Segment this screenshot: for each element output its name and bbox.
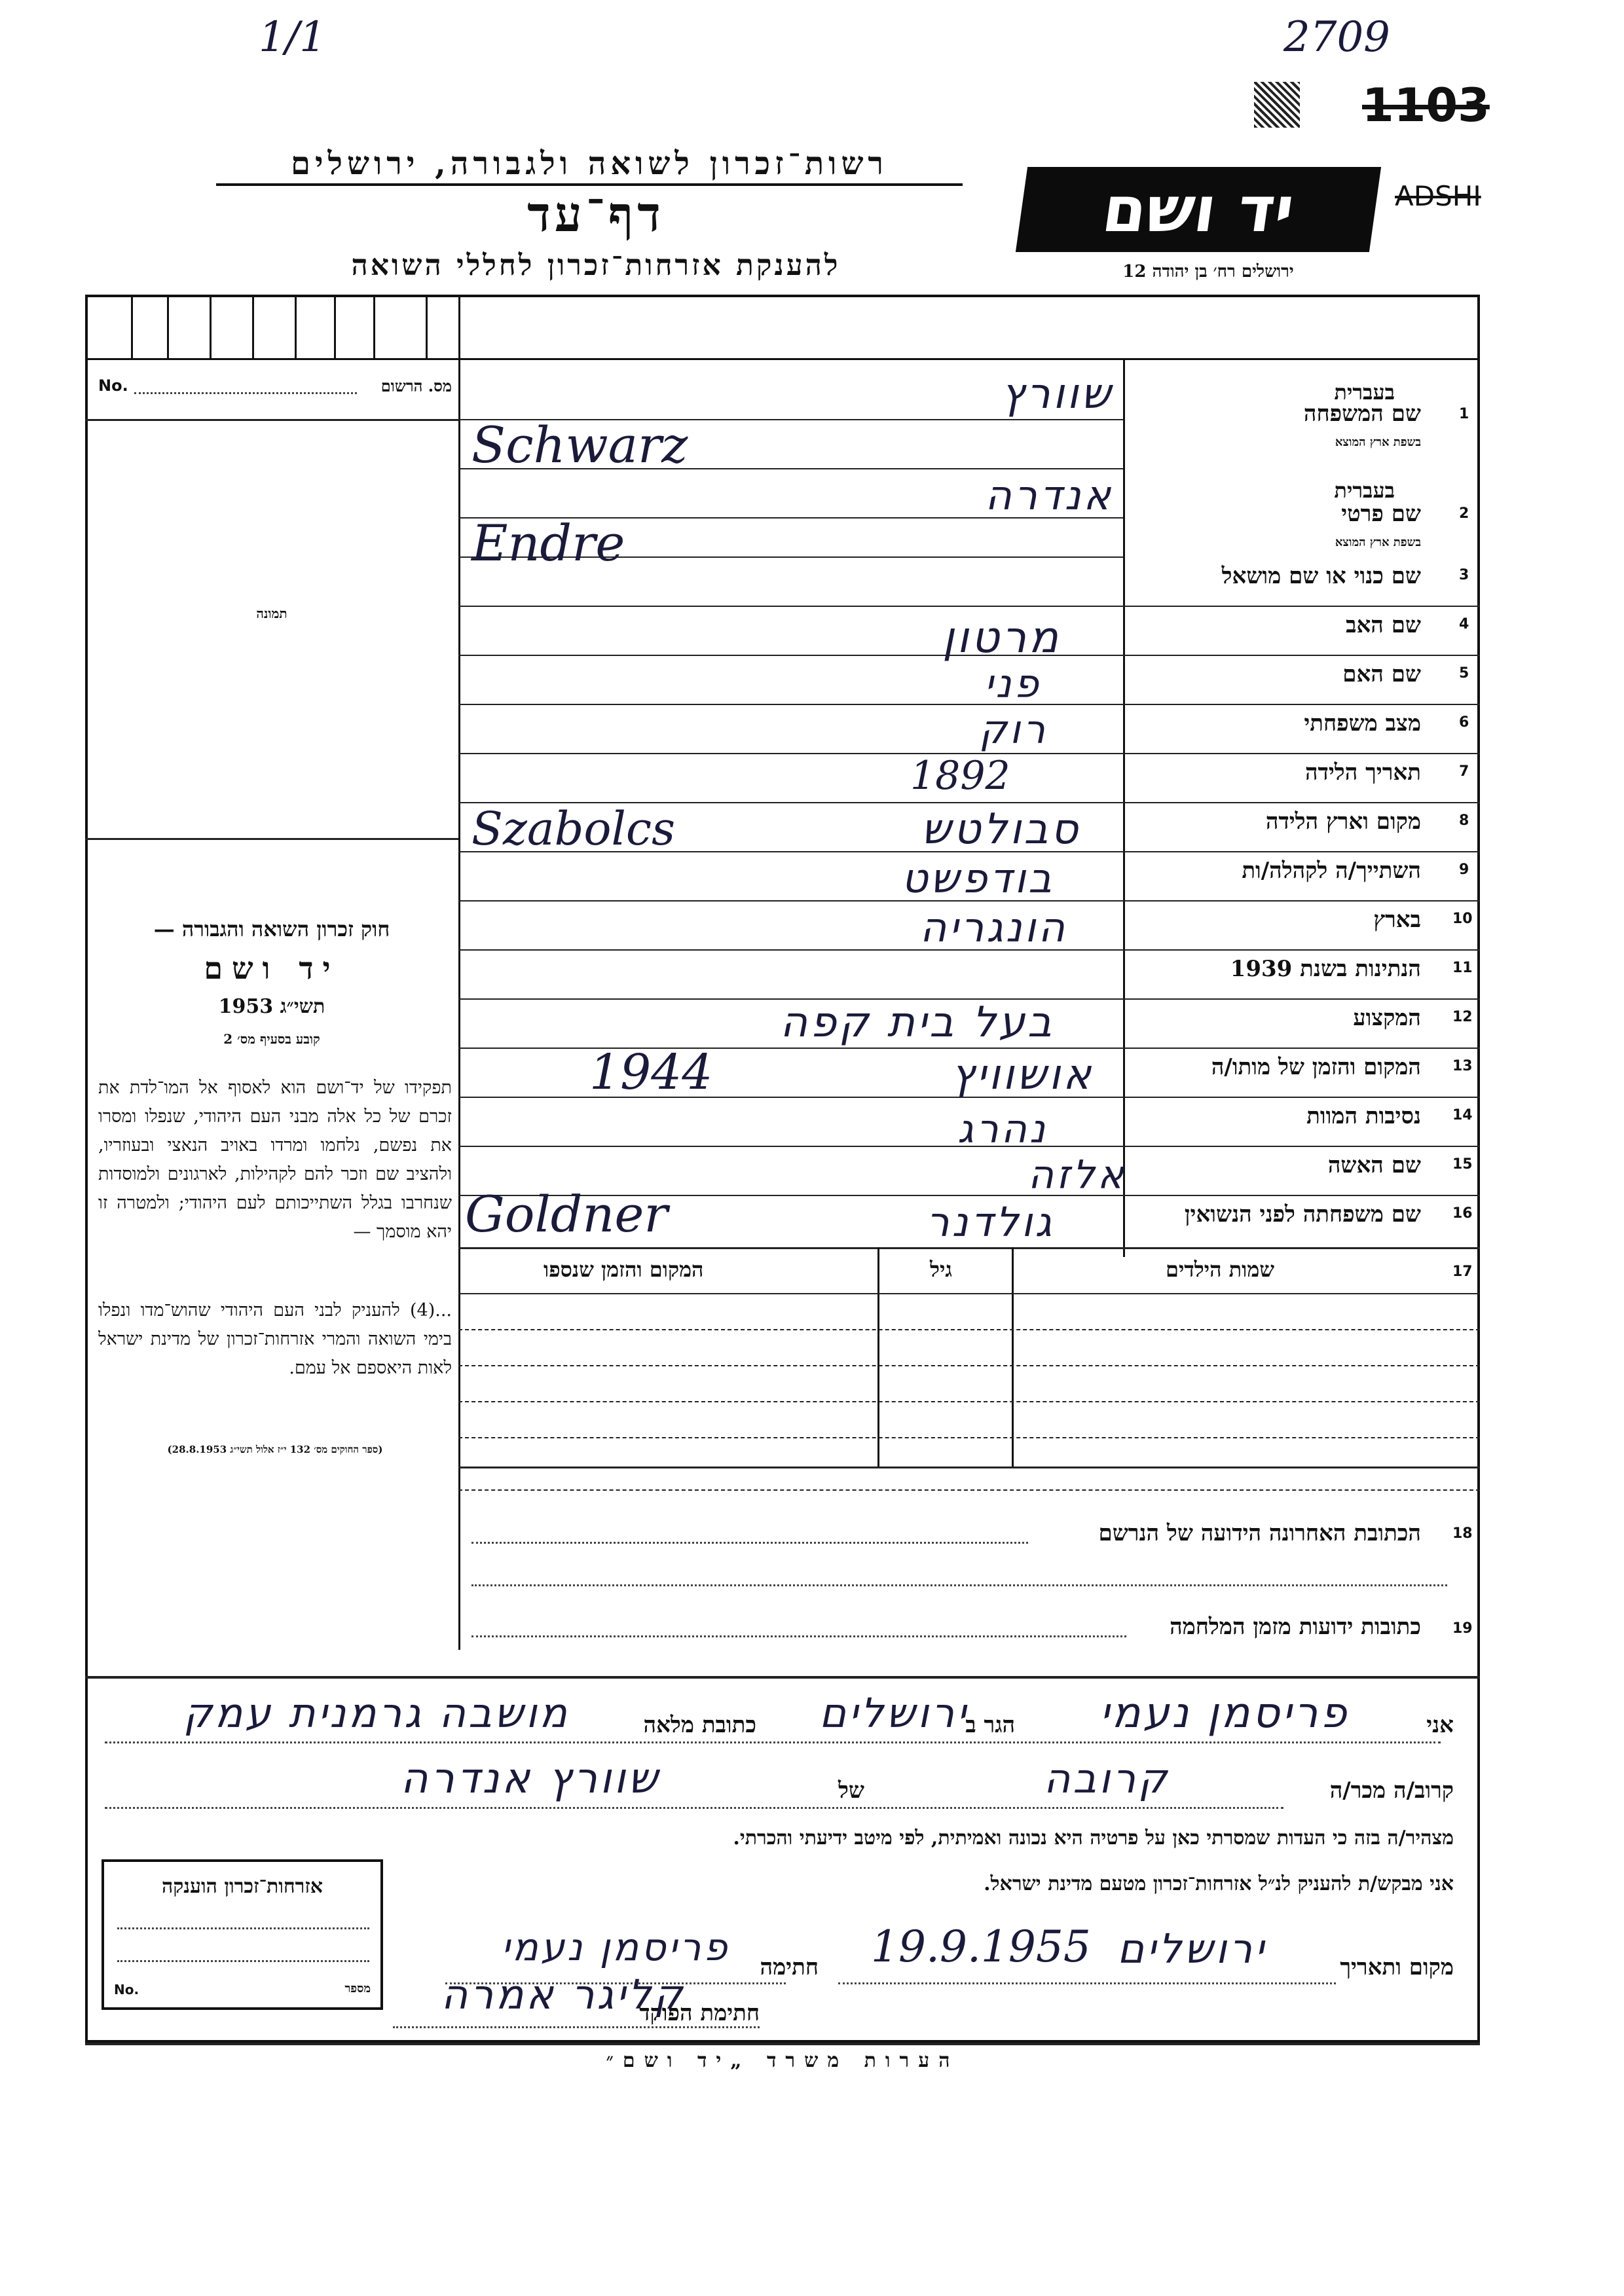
law-name: יד ושם [204,951,340,986]
f2-value-he: אנדרה [985,471,1113,519]
decl-address-value: מושבה גרמנית עמק [183,1689,570,1737]
decl-of-label: של [838,1777,864,1804]
f2-number: 2 [1459,505,1469,522]
reg-no-label: מס. הרשום [380,376,452,395]
f14-label: נסיבות המוות [1306,1103,1421,1129]
office-notes: הערות משרד „יד ושם״ [606,2049,959,2072]
photo-label: תמונה [256,606,287,621]
f15-value: אלזה [1027,1152,1126,1198]
f10-number: 10 [1452,911,1473,927]
f9-value: בודפשט [901,854,1054,902]
f10-label: בארץ [1373,907,1421,933]
f11-number: 11 [1452,960,1473,976]
f6-number: 6 [1459,714,1469,731]
stamp-mark [1254,82,1300,128]
children-col-names: שמות הילדים [1166,1257,1274,1282]
f15-label: שם האשה [1327,1152,1421,1178]
f9-label: השתייך/ה לקהלה/ות [1242,858,1421,884]
f1-value-latin: Schwarz [471,416,688,474]
left-column-divider [458,360,460,1650]
f8-value-latin: Szabolcs [471,802,676,856]
f13-label: המקום והזמן של מותו/ה [1211,1054,1421,1080]
f14-number: 14 [1452,1107,1473,1123]
decl-date-value: 19.9.1955 [871,1922,1091,1972]
law-reference: (ספר החוקים מס׳ 132 י״ז אלול תשי״ג 28.8.1953) [167,1444,383,1455]
f7-label: תאריך הלידה [1304,759,1421,786]
struck-code: ADSHI [1395,180,1481,212]
decl-officer-value: קליגר אמרה [441,1971,686,2018]
f5-number: 5 [1459,665,1469,682]
label-column-divider [1123,360,1125,1257]
decl-place-value: ירושלים [1117,1925,1266,1973]
decl-address-label: כתובת מלאה [643,1712,756,1738]
f16-label: שם משפחתה לפני הנשואין [1184,1201,1421,1228]
f6-value: רוק [979,707,1048,753]
children-col-age: גיל [930,1257,952,1282]
f1-value-he: שוורץ [1001,370,1113,418]
f11-label: הנתינות בשנת 1939 [1230,956,1421,982]
f16-value: גולדנר [926,1198,1054,1246]
f10-value: הונגריה [919,903,1067,951]
f5-label: שם האם [1342,661,1421,687]
f18-label: הכתובת האחרונה הידועה של הנרשם [1098,1520,1421,1546]
f8-label: מקום וארץ הלידה [1265,809,1421,835]
authority-name: רשות־זכרון לשואה ולגבורה, ירושלים [216,145,963,186]
f13-number: 13 [1452,1058,1473,1074]
decl-name-value: פריסמן נעמי [1099,1689,1350,1738]
f2-label: שם פרטי [1341,501,1421,527]
yad-vashem-logo: יד ושם [1016,167,1381,252]
f4-label: שם האב [1346,612,1421,638]
f12-label: המקצוע [1353,1005,1421,1031]
f15-number: 15 [1452,1156,1473,1173]
f1-sub: בשפת ארץ המוצא [1335,435,1421,449]
decl-officer-label: חתימת הפוקד [639,2000,760,2026]
decl-i-label: אני [1426,1712,1454,1738]
f2-value-latin: Endre [471,514,625,572]
f2-sub: בשפת ארץ המוצא [1335,536,1421,549]
form-title: דף־עד [527,187,665,243]
archive-number: 2709 [1283,13,1390,62]
law-year: תשי״ג 1953 [218,995,325,1018]
law-title: חוק זכרון השואה והגבורה — [153,917,390,941]
f6-label: מצב משפחתי [1304,710,1421,737]
cert-no-en: No. [114,1982,139,1997]
f19-number: 19 [1452,1620,1473,1637]
f7-number: 7 [1459,763,1469,780]
f3-number: 3 [1459,567,1469,583]
cert-no-row [104,1977,380,2003]
decl-place-date-label: מקום ותאריך [1340,1954,1454,1980]
cert-box [101,1859,383,2010]
f12-number: 12 [1452,1009,1473,1025]
f18-number: 18 [1452,1525,1473,1542]
f19-label: כתובות ידועות מזמן המלחמה [1170,1614,1421,1640]
decl-lives-label: הגר ב [965,1712,1015,1738]
handwritten-mark: 1/1 [259,13,326,62]
decl-relative-label: קרוב/ה מכר/ה [1329,1777,1454,1804]
f3-label: שם כנוי או שם מושאל [1221,563,1421,589]
decl-city-value: ירושלים [819,1689,969,1737]
f13-value: אושוויץ [951,1051,1094,1099]
f1-number: 1 [1459,406,1469,422]
f2-heb-tag: בעברית [1334,478,1395,503]
f13-value-year: 1944 [589,1044,713,1101]
law-text-2: ...(4) להעניק לבני העם היהודי שהוש־מדו ונפלו בימי השואה והמרי אזרחות־זכרון של מדינת ישראל לאות היאספם אל עמם. [98,1300,452,1378]
law-text-1: תפקידו של יד־ושם הוא לאסוף אל המו־לדת את זכרם של כל אלה מבני העם היהודי, שנפלו ומסרו את נפשם, נלחמו ומרדו באויב הנאצי ובעוזריו, ולהציב שם וזכר להם לקהילות, לארגונים ולמוסדות שנחרבו בגלל השתייכותם לעם היהודי; ולמטרה זו יהא מוסמך — [98,1078,452,1242]
cert-title: אזרחות־זכרון הוענקה [161,1875,323,1898]
f1-heb-tag: בעברית [1334,380,1395,405]
decl-of-value: שוורץ אנדרה [400,1755,661,1803]
reg-no-row [98,376,452,403]
f16-value-latin: Goldner [465,1185,668,1243]
decl-statement-2: אני מבקש/ת להעניק לנ״ל אזרחות־זכרון מטעם מדינת ישראל. [984,1872,1454,1895]
decl-statement-1: מצהיר/ה בזה כי העדות שמסרתי כאן על פרטיה היא נכונה ואמיתית, לפי מיטב ידיעתי והכרתי. [733,1827,1454,1850]
f8-value: סבולטש [921,805,1080,854]
logo-address: ירושלים רח׳ בן יהודה 12 [1122,262,1294,282]
f17-number: 17 [1452,1264,1473,1280]
law-clause: קובע בסעיף מס׳ 2 [223,1031,320,1047]
f4-number: 4 [1459,616,1469,632]
f5-value: פני [984,661,1041,707]
children-col-place: המקום והזמן שנספו [544,1257,704,1282]
struck-number: 1103 [1362,79,1490,132]
f16-number: 16 [1452,1205,1473,1222]
f14-value: נהרג [957,1106,1048,1152]
cert-no-label: מספר [344,1982,371,1995]
decl-signature-value: פריסמן נעמי [501,1925,730,1969]
f8-number: 8 [1459,812,1469,829]
reg-no-en: No. [98,376,128,395]
f4-value: מרטון [942,612,1061,663]
form-subtitle: להענקת אזרחות־זכרון לחללי השואה [351,249,841,282]
decl-signature-label: חתימה [760,1954,819,1980]
f9-number: 9 [1459,862,1469,878]
f12-value: בעל בית קפה [780,998,1054,1047]
f1-label: שם המשפחה [1303,401,1421,427]
decl-relation-value: קרובה [1043,1755,1170,1802]
f7-value: 1892 [910,753,1010,799]
